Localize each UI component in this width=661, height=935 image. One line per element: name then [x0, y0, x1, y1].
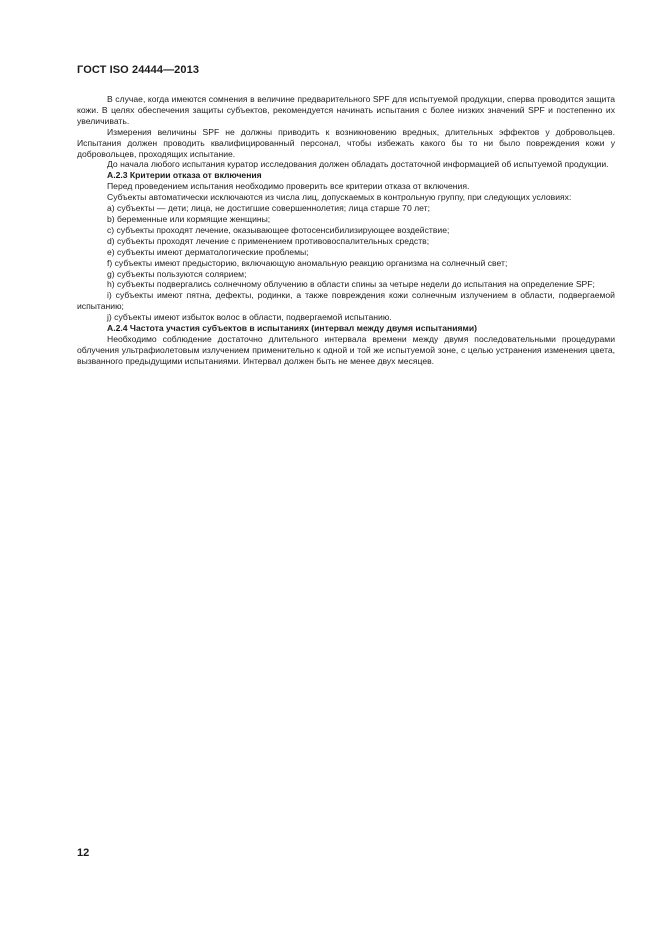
page-number: 12 [77, 847, 90, 859]
section-heading: А.2.3 Критерии отказа от включения [107, 170, 262, 181]
list-item: e) субъекты имеют дерматологические проблемы; [107, 246, 309, 257]
list-item: d) субъекты проходят лечение с применением противовоспалительных средств; [107, 235, 430, 246]
list-item: a) субъекты — дети; лица, не достигшие совершеннолетия; лица старше 70 лет; [107, 203, 430, 214]
list-item: h) субъекты подвергались солнечному облучению в области спины за четыре недели до испытания на определение SPF; [107, 279, 595, 290]
list-item: c) субъекты проходят лечение, оказывающее фотосенсибилизирующее воздействие; [107, 224, 450, 235]
paragraph: Измерения величины SPF не должны приводить к возникновению вредных, длительных эффектов у добровольцев. Испытания должен проводить квалифицированный персонал, чтобы избежать какого бы то ни было повреждения кожи у добровольцев, проходящих испытание. [77, 126, 615, 159]
paragraph: До начала любого испытания куратор исследования должен обладать достаточной информацией об испытуемой продукции. [107, 159, 609, 170]
paragraph: Субъекты автоматически исключаются из числа лиц, допускаемых в контрольную группу, при следующих условиях: [107, 192, 572, 203]
paragraph: Необходимо соблюдение достаточно длительного интервала времени между двумя последовательными процедурами облучения ультрафиолетовым излучением применительно к одной и той же испытуемой зоне, с целью устранения изменения цвета, вызванного предыдущими испытаниями. Интервал должен быть не менее двух месяцев. [77, 333, 615, 366]
list-item: g) субъекты пользуются солярием; [107, 268, 247, 279]
standard-header: ГОСТ ISO 24444—2013 [77, 64, 200, 76]
section-heading: А.2.4 Частота участия субъектов в испытаниях (интервал между двумя испытаниями) [107, 323, 478, 334]
list-item: b) беременные или кормящие женщины; [107, 213, 271, 224]
list-item: i) субъекты имеют пятна, дефекты, родинки, а также повреждения кожи солнечным излучением в области, подвергаемой испытанию; [77, 290, 615, 312]
list-item: f) субъекты имеют предысторию, включающую аномальную реакцию организма на солнечный свет; [107, 257, 508, 268]
paragraph: Перед проведением испытания необходимо проверить все критерии отказа от включения. [107, 181, 470, 192]
paragraph: В случае, когда имеются сомнения в величине предварительного SPF для испытуемой продукции, сперва проводится защита кожи. В целях обеспечения защиты субъектов, рекомендуется начинать испытания с более низких значений SPF и постепенно их увеличивать. [77, 94, 615, 126]
list-item: j) субъекты имеют избыток волос в области, подвергаемой испытанию. [107, 312, 392, 323]
document-body [77, 94, 615, 367]
